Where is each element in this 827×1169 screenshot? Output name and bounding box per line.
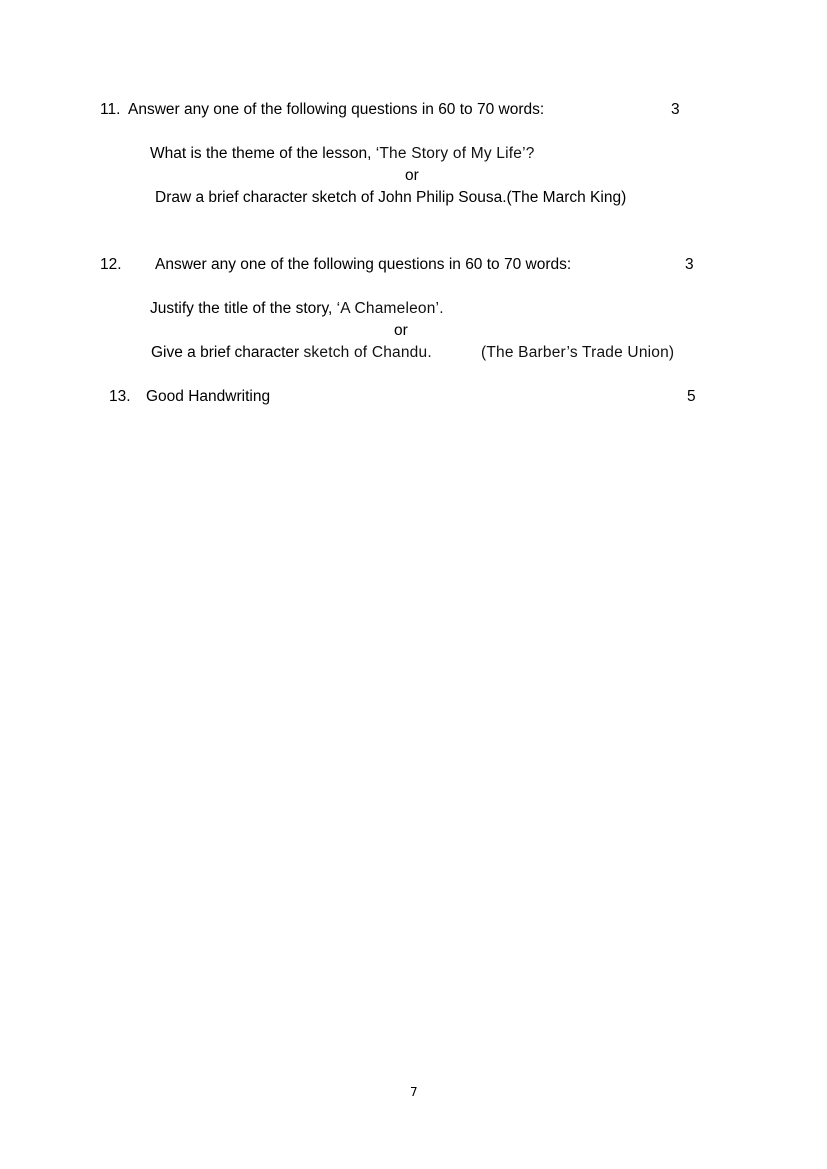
question-12-option-b-rest: sketch of Chandu. [303,344,432,361]
question-11-marks: 3 [671,101,680,118]
question-13-number: 13. [109,388,131,405]
question-13-prompt: Good Handwriting [146,388,271,405]
question-11-option-b: Draw a brief character sketch of John Philip Sousa.(The March King) [155,189,627,206]
question-12-prompt: Answer any one of the following questions in 60 to 70 words: [155,256,572,273]
page-number: 7 [410,1085,418,1099]
question-11-prompt: Answer any one of the following questions in 60 to 70 words: [128,101,545,118]
question-12-number: 12. [100,256,122,273]
question-12-option-a-title: ‘A Chameleon’. [336,300,444,317]
question-12-option-a-text: Justify the title of the story, [150,300,337,317]
question-11-option-a-text: What is the theme of the lesson, [150,145,376,162]
question-12-or: or [394,322,408,339]
question-12-option-b-text: Give a brief character [151,344,304,361]
question-11-or: or [405,167,419,184]
question-12-option-a [150,300,444,318]
question-12-option-b-source: (The Barber’s Trade Union) [481,344,675,361]
question-11-number: 11. [100,101,121,118]
question-12-option-b [151,344,432,362]
question-12-marks: 3 [685,256,694,273]
question-11-option-a-title: ‘The Story of My Life’? [375,145,535,162]
question-11-option-a [150,145,535,163]
question-13-marks: 5 [687,388,696,405]
